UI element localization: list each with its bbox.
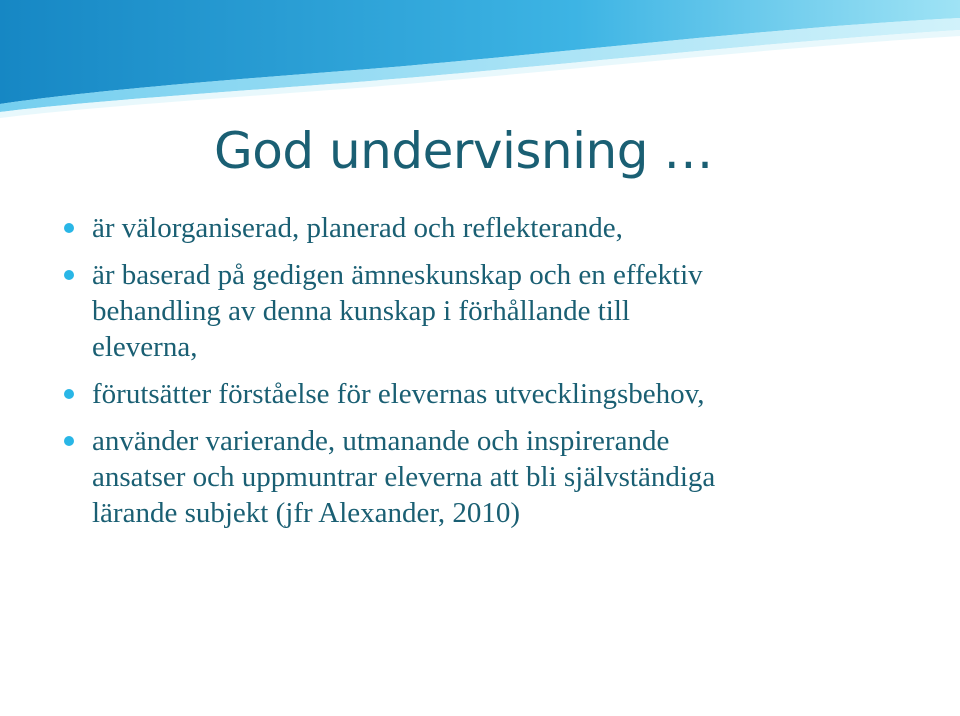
bullet-item xyxy=(64,257,944,365)
bullet-item xyxy=(64,376,944,412)
bullet-text-line: eleverna, xyxy=(92,331,198,363)
filled-circle-bullet-icon xyxy=(64,223,74,233)
filled-circle-bullet-icon xyxy=(64,270,74,280)
bullet-item xyxy=(64,423,944,531)
slide-title: God undervisning … xyxy=(214,122,713,180)
bullet-text-line: förutsätter förståelse för elevernas utvecklingsbehov, xyxy=(92,378,705,410)
bullet-text-line: ansatser och uppmuntrar eleverna att bli självständiga xyxy=(92,461,716,493)
header-wave-decoration xyxy=(0,0,960,120)
filled-circle-bullet-icon xyxy=(64,389,74,399)
bullet-text-line: är välorganiserad, planerad och reflekterande, xyxy=(92,212,623,244)
bullet-item xyxy=(64,210,944,246)
bullet-text-line: använder varierande, utmanande och inspirerande xyxy=(92,425,670,457)
bullet-list xyxy=(64,210,944,542)
bullet-text-line: är baserad på gedigen ämneskunskap och en effektiv xyxy=(92,259,703,291)
bullet-text-line: lärande subjekt (jfr Alexander, 2010) xyxy=(92,497,521,529)
filled-circle-bullet-icon xyxy=(64,436,74,446)
bullet-text-line: behandling av denna kunskap i förhållande till xyxy=(92,295,630,327)
